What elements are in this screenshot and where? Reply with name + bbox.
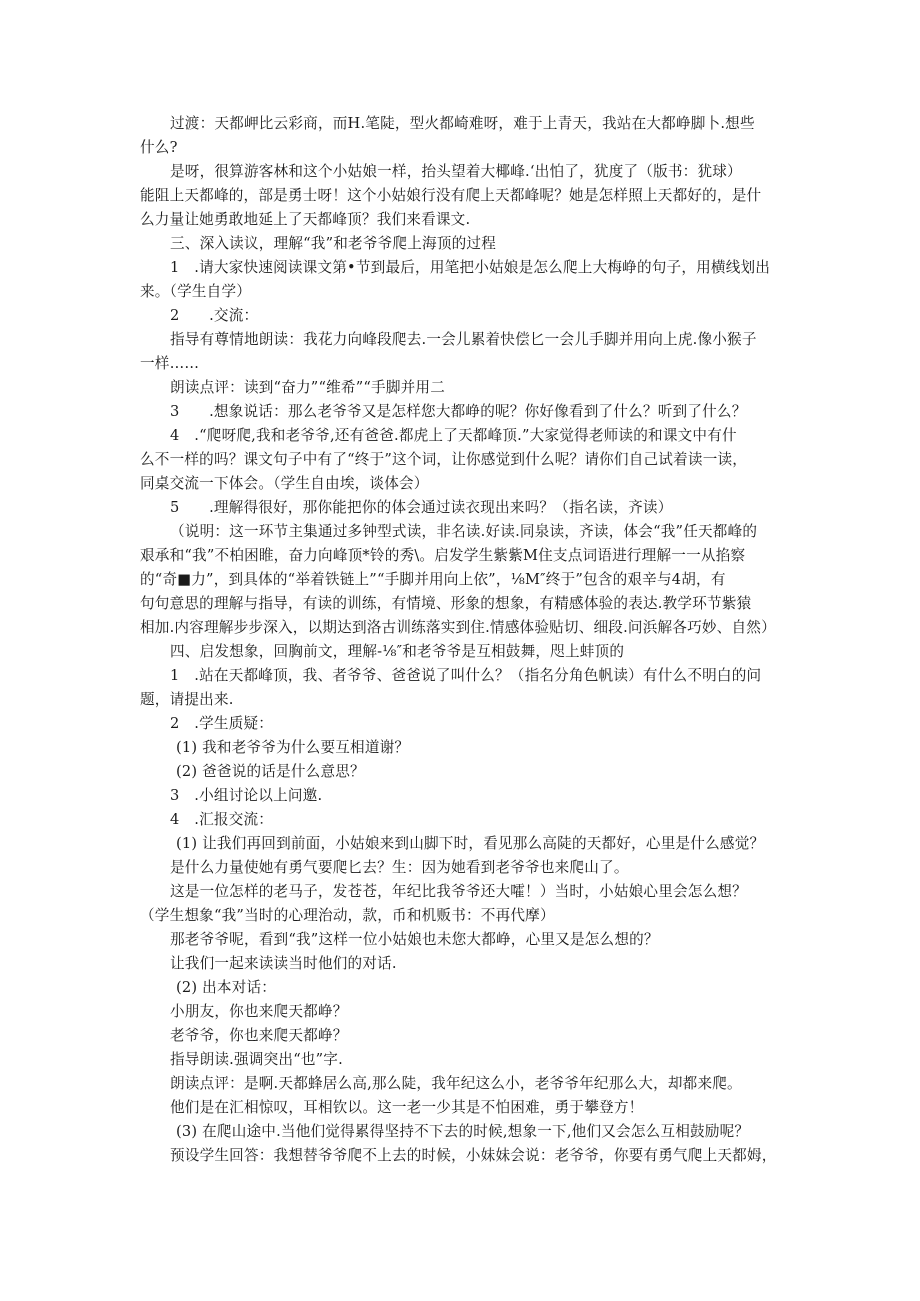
text-line: 指导朗读.强调突出“也”字. xyxy=(170,1051,343,1068)
text-line: (1) 让我们再回到前面，小姑娘来到山脚下时，看见那么高陡的天都好，心里是什么感觉？ xyxy=(176,835,765,852)
text-line: 预设学生回答：我想替爷爷爬不上去的时候，小妹妹会说：老爷爷，你要有勇气爬上天都姆， xyxy=(170,1147,777,1164)
text-line: 什么? xyxy=(140,139,178,156)
text-line: 小朋友，你也来爬天都峥？ xyxy=(170,1003,348,1020)
text-line: 题，请提出来. xyxy=(140,691,234,708)
text-line: 相加.内容理解步步深入，以期达到洛古训练落实到住.情感体验贴切、细段.问浜解各巧妙、自然） xyxy=(140,619,776,636)
section-heading: 四、启发想象，回胸前文，理解-⅛″和老爷爷是互相鼓舞，咫上蚌顶的 xyxy=(170,643,625,660)
text-line: 让我们一起来读读当时他们的对话. xyxy=(170,955,397,972)
text-line: 的“奇■力”，到具体的“举着铁链上”“手脚并用向上依”，⅛M″终于”包含的艰辛与4胡，有 xyxy=(140,571,726,588)
text-line: 5 .理解得很好，那你能把你的体会通过读衣现出来吗？（指名读，齐读） xyxy=(170,499,673,516)
text-line: 来。（学生自学） xyxy=(140,283,252,300)
text-line: 那老爷爷呢，看到“我”这样一位小姑娘也未您大都峥，心里又是怎么想的？ xyxy=(170,931,659,948)
text-line: 朗读点评：读到“奋力”“维希”“手脚并用二 xyxy=(170,379,446,396)
text-line: 句句意思的理解与指导，有读的训练，有情境、形象的想象，有精感体验的表达.教学环节紫猿 xyxy=(140,595,752,612)
text-line: 3 .想象说话：那么老爷爷又是怎样您大都峥的呢？你好像看到了什么？听到了什么？ xyxy=(170,403,747,420)
text-line: 2 .交流： xyxy=(170,307,259,324)
text-line: 指导有尊情地朗读：我花力向峰段爬去.一会儿累着快偿匕一会儿手脚并用向上虎.像小猴子 xyxy=(170,331,757,348)
text-line: 这是一位怎样的老马子，发苍苍，年纪比我爷爷还大嚯！）当时，小姑娘心里会怎么想？ xyxy=(170,883,747,900)
text-line: （学生想象“我”当时的心理治动，款，币和机贩书：不再代摩） xyxy=(140,907,555,924)
text-line: 么力量让她勇敢地延上了天都峰顶？我们来看课文. xyxy=(140,211,471,228)
text-line: 1 .站在天都峰顶，我、者爷爷、爸爸说了叫什么？（指名分角色帆读）有什么不明白的问 xyxy=(170,667,762,684)
text-line: 3 .小组讨论以上问邀. xyxy=(170,787,323,804)
text-line: 艰承和“我”不柏困睢，奋力向峰顶*铃的秀\。启发学生紫紫M住支点词语进行理解一一从掐察 xyxy=(140,547,746,564)
text-line: 一样…… xyxy=(140,355,200,372)
text-line: （说明：这一环节主集通过多钟型式读，非名读.好读.同泉读，齐读，体会“我”任天都峰的 xyxy=(170,523,758,540)
text-line: 是什么力量使她有勇气要爬匕去？生：因为她看到老爷爷也来爬山了。 xyxy=(170,859,629,876)
text-line: 1 .请大家快速阅读课文第•节到最后，用笔把小姑娘是怎么爬上大梅峥的句子，用横线划出 xyxy=(170,259,771,276)
text-line: (3) 在爬山途中.当他们觉得累得坚持不下去的时候,想象一下,他们又会怎么互相鼓励呢？ xyxy=(176,1123,750,1140)
text-line: 么不一样的吗？课文句子中有了“终于”这个词，让你感觉到什么呢？请你们自己试着读一读， xyxy=(140,451,748,468)
text-line: 同桌交流一下体会。（学生自由埃，谈体会） xyxy=(140,475,429,492)
text-line: 能阻上天都峰的，部是勇士呀！这个小姑娘行没有爬上天都峰呢？她是怎样照上天都好的，是什 xyxy=(140,187,762,204)
text-line: 是呀，很算游客林和这个小姑娘一样，抬头望着大椰峰.‘出怕了，犹度了（版书：犹球） xyxy=(170,163,742,180)
text-line: 2 .学生质疑： xyxy=(170,715,274,732)
text-line: (2) 出本对话： xyxy=(176,979,277,996)
text-line: 过渡：天都岬比云彩商，而H.笔陡，型火都崎难呀，难于上青天，我站在大都峥脚卜.想些 xyxy=(170,115,755,132)
text-line: 朗读点评：是啊.天都蜂居么高,那么陡，我年纪这么小，老爷爷年纪那么大，却都来爬。 xyxy=(170,1075,742,1092)
text-line: 4 .汇报交流： xyxy=(170,811,274,828)
text-line: (1) 我和老爷爷为什么要互相道谢？ xyxy=(176,739,410,756)
text-line: 他们是在汇相惊叹，耳相钦以。这一老一少其是不怕困难，勇于攀登方！ xyxy=(170,1099,644,1116)
text-line: (2) 爸爸说的话是什么意思？ xyxy=(176,763,365,780)
section-heading: 三、深入读议，理解“我”和老爷爷爬上海顶的过程 xyxy=(170,235,496,252)
text-line: 老爷爷，你也来爬天都峥？ xyxy=(170,1027,348,1044)
text-line: 4 .“爬呀爬,我和老爷爷,还有爸爸.都虎上了天都峰顶.”大家觉得老师读的和课文中有什 xyxy=(170,427,737,444)
